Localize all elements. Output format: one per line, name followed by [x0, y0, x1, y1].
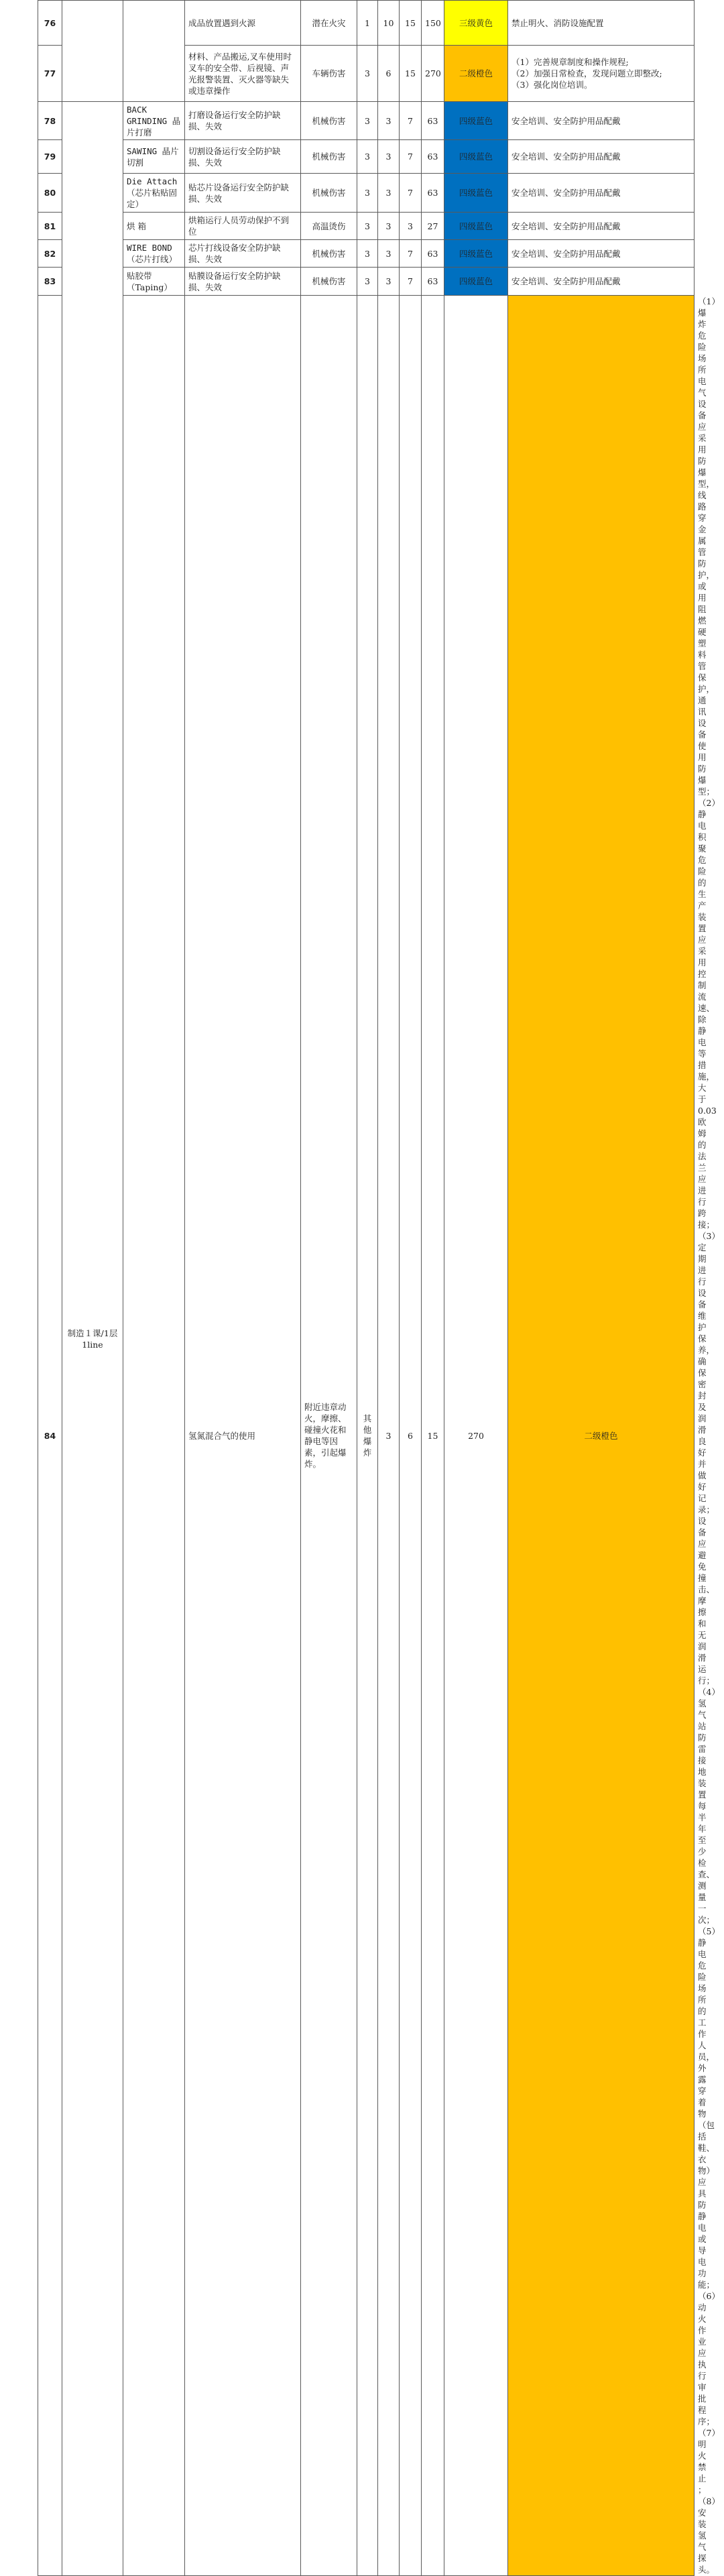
risk-level: 四级蓝色 — [444, 174, 508, 213]
risk-level: 四级蓝色 — [444, 268, 508, 296]
row-number: 84 — [38, 296, 62, 2576]
row-number: 83 — [38, 268, 62, 296]
measure-line: （1）完善规章制度和操作规程; — [511, 57, 629, 67]
value-c: 15 — [400, 46, 422, 102]
row-number: 80 — [38, 174, 62, 213]
risk-level: 四级蓝色 — [444, 240, 508, 268]
table-row — [38, 213, 695, 240]
hazard-situation: 成品放置遇到火源 — [185, 1, 301, 46]
table-row — [38, 102, 695, 140]
department-cell-empty — [62, 1, 123, 102]
value-c: 15 — [422, 296, 444, 2576]
value-e: 3 — [378, 240, 400, 268]
row-number: 82 — [38, 240, 62, 268]
value-e: 6 — [400, 296, 422, 2576]
risk-level: 二级橙色 — [444, 46, 508, 102]
hazard-situation: 贴膜设备运行安全防护缺损、失效 — [185, 268, 301, 296]
hazard-situation: 材料、产品搬运,叉车使用时叉车的安全带、后视镜、声光报警装置、灭火器等缺失或违章操作 — [185, 46, 301, 102]
value-e: 3 — [378, 140, 400, 174]
value-l: 3 — [378, 296, 400, 2576]
control-measure: 安全培训、安全防护用品配戴 — [508, 213, 695, 240]
value-c: 3 — [400, 213, 422, 240]
process-cell-empty — [123, 1, 185, 102]
process-name: SAWING 晶片切割 — [123, 140, 185, 174]
value-e: 3 — [378, 268, 400, 296]
value-d: 63 — [422, 174, 444, 213]
row-number: 81 — [38, 213, 62, 240]
value-e: 3 — [378, 102, 400, 140]
value-c: 7 — [400, 268, 422, 296]
accident-type: 机械伤害 — [301, 268, 357, 296]
risk-level: 四级蓝色 — [444, 140, 508, 174]
accident-type: 车辆伤害 — [301, 46, 357, 102]
value-l: 3 — [357, 46, 378, 102]
control-measure: 安全培训、安全防护用品配戴 — [508, 174, 695, 213]
accident-type: 机械伤害 — [301, 174, 357, 213]
control-measure: 安全培训、安全防护用品配戴 — [508, 140, 695, 174]
value-e: 6 — [378, 46, 400, 102]
table-row — [38, 268, 695, 296]
value-d: 27 — [422, 213, 444, 240]
table-row — [38, 240, 695, 268]
process-name: WIRE BOND（芯片打线） — [123, 240, 185, 268]
table-row — [38, 140, 695, 174]
value-d: 63 — [422, 140, 444, 174]
value-l: 3 — [357, 240, 378, 268]
value-l: 3 — [357, 140, 378, 174]
value-l: 3 — [357, 213, 378, 240]
department-cell-empty — [123, 296, 185, 2576]
process-name: 烘 箱 — [123, 213, 185, 240]
department-cell: 制造１课/1层1line — [62, 102, 123, 2576]
process-name: BACK GRINDING 晶片打磨 — [123, 102, 185, 140]
value-d: 150 — [422, 1, 444, 46]
hazard-situation: 贴芯片设备运行安全防护缺损、失效 — [185, 174, 301, 213]
row-number: 77 — [38, 46, 62, 102]
risk-assessment-table — [38, 0, 720, 2576]
process-name: Die Attach（芯片粘贴固定） — [123, 174, 185, 213]
risk-level: 四级蓝色 — [444, 213, 508, 240]
value-c: 7 — [400, 240, 422, 268]
value-c: 7 — [400, 140, 422, 174]
accident-type: 机械伤害 — [301, 102, 357, 140]
value-l: 3 — [357, 268, 378, 296]
value-d: 63 — [422, 240, 444, 268]
value-c: 15 — [400, 1, 422, 46]
value-e: 3 — [378, 174, 400, 213]
process-name: 氢氮混合气的使用 — [185, 296, 301, 2576]
row-number: 76 — [38, 1, 62, 46]
value-c: 7 — [400, 102, 422, 140]
accident-type: 机械伤害 — [301, 240, 357, 268]
accident-type: 高温烫伤 — [301, 213, 357, 240]
value-l: 3 — [357, 102, 378, 140]
control-measure: 安全培训、安全防护用品配戴 — [508, 102, 695, 140]
value-d: 63 — [422, 268, 444, 296]
risk-level: 二级橙色 — [508, 296, 695, 2576]
table-row — [38, 174, 695, 213]
hazard-situation: 烘箱运行人员劳动保护不到位 — [185, 213, 301, 240]
process-name: 贴胶带（Taping） — [123, 268, 185, 296]
accident-type: 其他爆炸 — [357, 296, 378, 2576]
measure-line: （3）强化岗位培训。 — [511, 80, 593, 90]
row-number: 78 — [38, 102, 62, 140]
row-number: 79 — [38, 140, 62, 174]
value-l: 3 — [357, 174, 378, 213]
value-e: 3 — [378, 213, 400, 240]
value-l: 1 — [357, 1, 378, 46]
value-d: 63 — [422, 102, 444, 140]
control-measure: 禁止明火、消防设施配置 — [508, 1, 695, 46]
value-d: 270 — [444, 296, 508, 2576]
control-measure: 安全培训、安全防护用品配戴 — [508, 240, 695, 268]
value-d: 270 — [422, 46, 444, 102]
hazard-situation: 芯片打线设备安全防护缺损、失效 — [185, 240, 301, 268]
value-e: 10 — [378, 1, 400, 46]
hazard-situation: 切割设备运行安全防护缺损、失效 — [185, 140, 301, 174]
control-measure — [508, 46, 695, 102]
hazard-situation: 附近违章动火，摩擦、碰撞火花和静电等因素，引起爆炸。 — [301, 296, 357, 2576]
accident-type: 机械伤害 — [301, 140, 357, 174]
accident-type: 潜在火灾 — [301, 1, 357, 46]
risk-level: 四级蓝色 — [444, 102, 508, 140]
measure-line: （2）加强日常检查，发现问题立即整改; — [511, 68, 662, 78]
table-row: 84 氢氮混合气的使用 附近违章动火，摩擦、碰撞火花和静电等因素，引起爆炸。 其他爆炸 3 6 15 270 二级橙色 （1）爆炸危险场所电气设备应采用防爆型，线路穿金属管防护，或用阻燃硬塑料管保护，通讯设备使用防爆型；（2）静电积聚危险的生产装置应采用控制流速、除静电等措施，大于0.03欧姆的法兰应进行跨接；（3）定期进行设备维护保养，确保密封及润滑良好并做好记录；设备应避免撞击、摩擦和无润滑运行；（4）氢气站防雷接地装置每半年至少检查、测量一次；（5）静电危险场所的工作人员，外露穿着物（包括鞋、衣物）应具防静电或导电功能；（6）动火作业应执行审批程序；（7）明火禁止 ；（8）安装氢气探头。 — [38, 296, 695, 2576]
table-row — [38, 1, 695, 46]
hazard-situation: 打磨设备运行安全防护缺损、失效 — [185, 102, 301, 140]
control-measure: 安全培训、安全防护用品配戴 — [508, 268, 695, 296]
value-c: 7 — [400, 174, 422, 213]
risk-level: 三级黄色 — [444, 1, 508, 46]
